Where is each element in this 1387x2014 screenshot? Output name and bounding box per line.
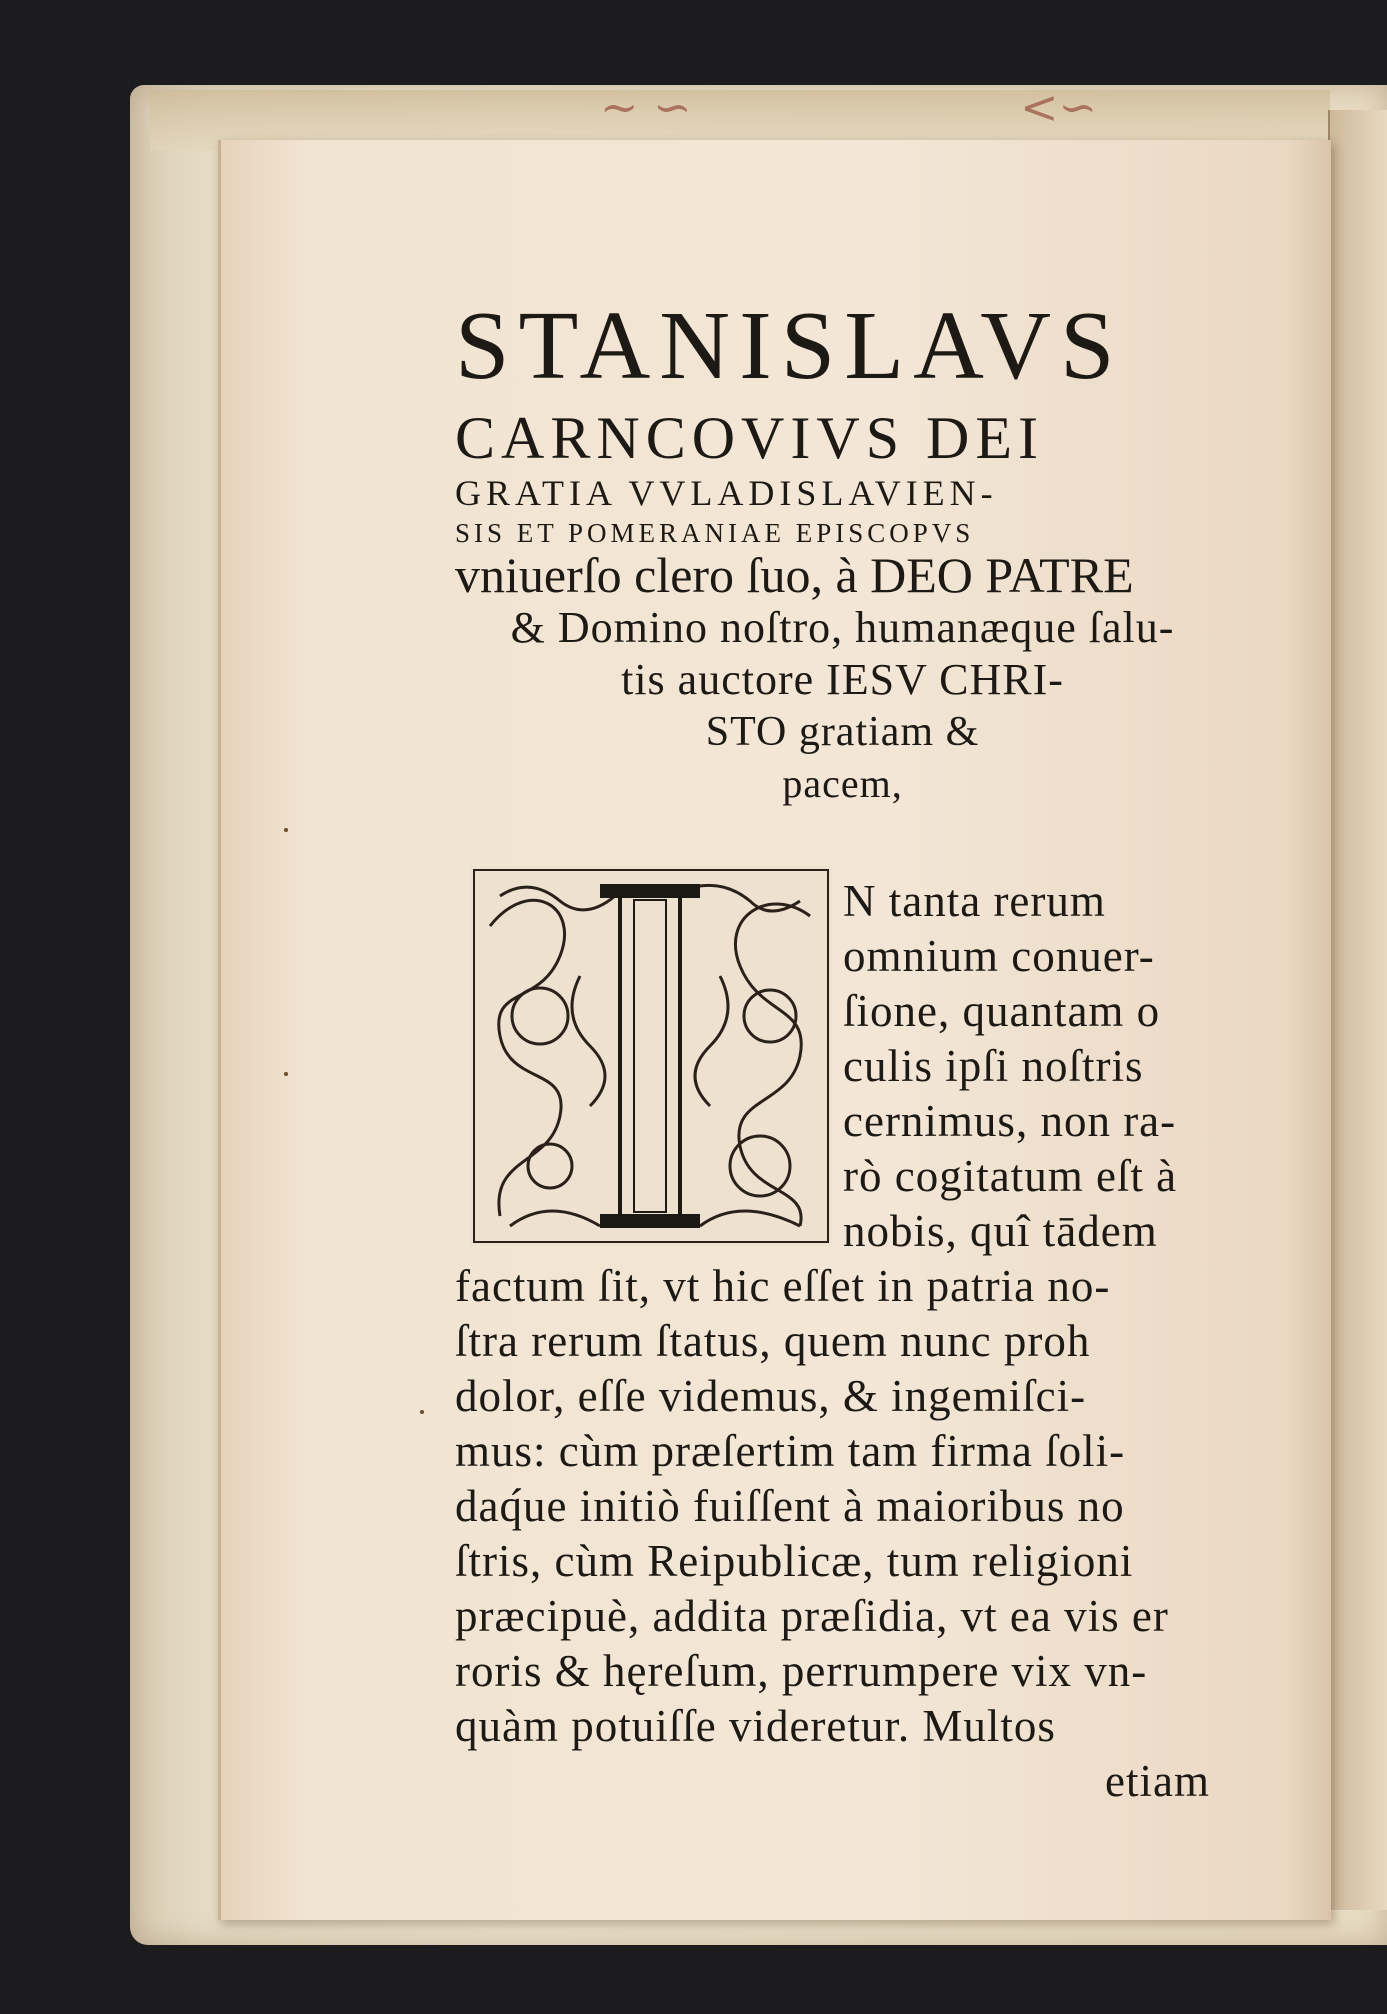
text-line: nobis, quî tādem	[843, 1206, 1158, 1256]
paper-speck	[284, 828, 288, 832]
catchword: etiam	[1105, 1756, 1210, 1806]
text-line: præcipuè, addita præſidia, vt ea vis er	[455, 1591, 1169, 1641]
binding-stain: ~ ∽	[600, 80, 692, 134]
facing-page-edge	[1328, 110, 1387, 1910]
text-line: roris & hęreſum, perrumpere vix vn-	[455, 1646, 1148, 1696]
text-line: ſione, quantam o	[843, 986, 1161, 1036]
text-line: ſtris, cùm Reipublicæ, tum religioni	[455, 1536, 1134, 1586]
text-line: omnium conuer-	[843, 931, 1155, 981]
binding-stain: <∽	[1020, 80, 1098, 134]
text-line: ſtra rerum ſtatus, quem nunc proh	[455, 1316, 1091, 1366]
heading-line: & Domino noſtro, humanæque ſalu-	[510, 603, 1175, 652]
text-line: culis ipſi noſtris	[843, 1041, 1144, 1091]
heading-line: SIS ET POMERANIAE EPISCOPVS	[455, 518, 975, 548]
paper-speck	[284, 1072, 288, 1076]
text-line: dolor, eſſe videmus, & ingemiſci-	[455, 1371, 1087, 1421]
heading-name: CARNCOVIVS DEI	[455, 405, 1045, 471]
text-line: quàm potuiſſe videretur. Multos	[455, 1701, 1056, 1751]
text-line: cernimus, non ra-	[843, 1096, 1177, 1146]
decorated-initial	[470, 866, 832, 1246]
text-line: N tanta rerum	[843, 876, 1106, 926]
heading-line: GRATIA VVLADISLAVIEN-	[455, 473, 998, 513]
heading-line: vniuerſo clero ſuo, à DEO PATRE	[455, 547, 1134, 603]
heading-title: STANISLAVS	[455, 292, 1124, 400]
heading-line: tis auctore IESV CHRI-	[621, 655, 1064, 704]
text-line: rò cogitatum eſt à	[843, 1151, 1178, 1201]
text-line: mus: cùm præſertim tam firma ſoli-	[455, 1426, 1126, 1476]
heading-line: STO gratiam &	[705, 709, 980, 755]
text-line: daq́ue initiò fuiſſent à maioribus no	[455, 1481, 1125, 1531]
paper-speck	[420, 1410, 424, 1414]
ornament-icon	[470, 866, 832, 1246]
text-line: factum ſit, vt hic eſſet in patria no-	[455, 1261, 1111, 1311]
heading-line: pacem,	[782, 761, 903, 806]
